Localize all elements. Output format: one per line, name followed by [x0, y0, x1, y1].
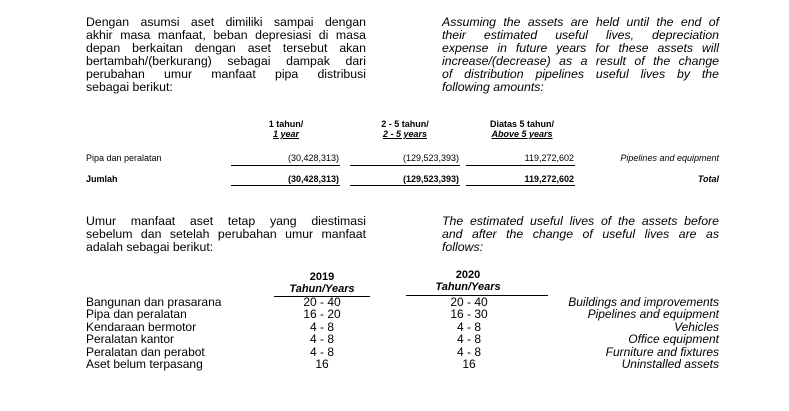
text-line: and after the change of useful lives are as — [442, 227, 719, 241]
table2-cell: 16 - 20 — [303, 307, 341, 322]
text-line: Dengan asumsi aset dimiliki sampai dengan — [86, 15, 366, 29]
table1-total-cell: (129,523,393) — [402, 174, 459, 184]
table2-row-label: Pipa dan peralatan — [86, 307, 187, 322]
text-line: their estimated useful lives, depreciation — [442, 28, 719, 42]
table2-cell: 20 - 40 — [450, 295, 488, 309]
table1-total-rule — [231, 185, 340, 186]
table2-row-label-en: Furniture and fixtures — [605, 344, 719, 359]
text-line: follows: — [442, 240, 484, 254]
table1-rule — [466, 165, 575, 166]
text-line: Umur manfaat aset tetap yang diestimasi — [86, 214, 366, 228]
text-line: sebagai berikut: — [86, 80, 173, 94]
paragraph-1-english — [442, 16, 719, 94]
table1-row-label-id: Pipa dan peralatan — [86, 153, 162, 163]
table1-header-1-year — [236, 119, 336, 139]
table1-total-label-en: Total — [697, 174, 719, 184]
unit-label: Tahun/Years — [435, 281, 501, 293]
paragraph-1-indonesian — [86, 16, 366, 94]
text-line: following amounts: — [442, 80, 544, 94]
table2-cell: 4 - 8 — [456, 344, 481, 359]
table2-cell: 4 - 8 — [309, 344, 334, 359]
table2-label-column-en — [540, 296, 719, 370]
text-line: depan berkaitan dengan aset tersebut akan — [86, 41, 366, 55]
table1-rule — [231, 165, 340, 166]
table2-cell: 4 - 8 — [456, 332, 481, 347]
table1-cell: 119,272,602 — [524, 153, 574, 163]
year-label: 2019 — [309, 271, 335, 283]
header-id: 1 tahun/ — [268, 119, 304, 129]
table2-row-label: Peralatan kantor — [86, 332, 175, 347]
table1-total-cell: 119,272,602 — [524, 174, 574, 184]
table2-cell: 20 - 40 — [303, 295, 341, 309]
text-line: Assuming the assets are held until the end of — [442, 15, 719, 29]
table2-row-label-en: Vehicles — [674, 319, 719, 334]
text-line: expense in future years for these assets will — [442, 41, 719, 55]
table1-row-label-en: Pipelines and equipment — [620, 153, 719, 163]
text-line: akhir masa manfaat, beban depresiasi di masa — [86, 28, 366, 42]
year-label: 2020 — [455, 269, 481, 281]
table1-header-above-5-years — [470, 119, 574, 139]
table1-header-2-5-years — [350, 119, 460, 139]
text-line: of distribution pipelines useful lives by the — [442, 67, 719, 81]
table2-cell: 16 — [462, 357, 476, 372]
text-line: sebelum dan setelah perubahan umur manfaat — [86, 227, 366, 241]
table2-cell: 16 — [315, 357, 329, 372]
text-line: bertambah/(berkurang) sebagai dampak dari — [86, 54, 366, 68]
table1-cell: (129,523,393) — [402, 153, 459, 163]
table2-label-column-id — [86, 296, 221, 370]
table1-rule — [350, 165, 460, 166]
table2-row-label: Aset belum terpasang — [86, 357, 203, 372]
header-id: 2 - 5 tahun/ — [381, 119, 429, 129]
table2-header-2019 — [274, 271, 370, 295]
table1-total-rule — [350, 185, 460, 186]
header-id: Diatas 5 tahun/ — [489, 119, 554, 129]
header-en: 2 - 5 years — [382, 129, 428, 139]
header-en: 1 year — [272, 129, 300, 139]
table2-row-label: Peralatan dan perabot — [86, 344, 205, 359]
header-en: Above 5 years — [491, 129, 553, 139]
paragraph-2-indonesian — [86, 215, 366, 254]
table2-cell: 16 - 30 — [450, 307, 488, 322]
table2-cell: 4 - 8 — [309, 319, 334, 334]
text-line: adalah sebagai berikut: — [86, 240, 214, 254]
table2-row-label-en: Pipelines and equipment — [587, 307, 719, 322]
table2-header-2020 — [420, 269, 516, 293]
table2-cell: 4 - 8 — [309, 332, 334, 347]
table1-cell: (30,428,313) — [287, 153, 339, 163]
table2-row-label-en: Uninstalled assets — [621, 357, 719, 372]
paragraph-2-english — [442, 215, 719, 254]
table2-cell: 4 - 8 — [456, 319, 481, 334]
text-line: perubahan umur manfaat pipa distribusi — [86, 67, 366, 81]
table2-column-2020 — [421, 296, 517, 370]
unit-label: Tahun/Years — [289, 283, 355, 295]
table2-row-label: Bangunan dan prasarana — [86, 295, 222, 309]
table1-total-rule — [466, 185, 575, 186]
table2-row-label-en: Office equipment — [628, 332, 719, 347]
table2-column-2019 — [274, 296, 370, 370]
table1-total-label-id: Jumlah — [86, 174, 118, 184]
text-line: increase/(decrease) as a result of the change — [442, 54, 719, 68]
table2-row-label-en: Buildings and improvements — [568, 295, 719, 309]
table2-row-label: Kendaraan bermotor — [86, 319, 197, 334]
text-line: The estimated useful lives of the assets before — [442, 214, 719, 228]
table1-total-cell: (30,428,313) — [287, 174, 339, 184]
